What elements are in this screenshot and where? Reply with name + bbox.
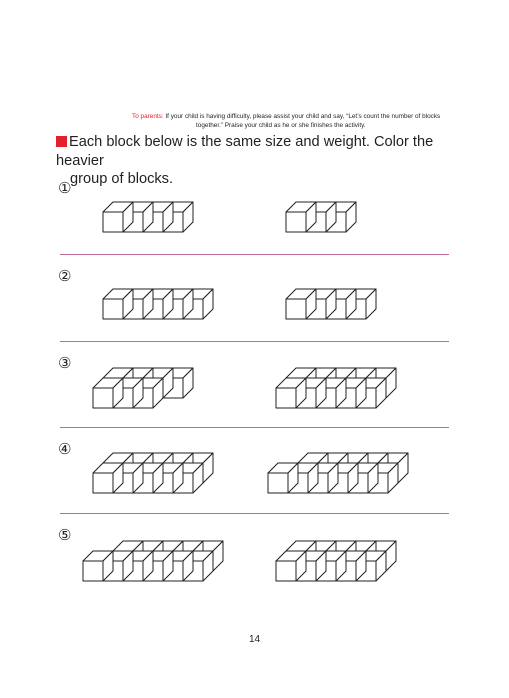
instruction-line2: group of blocks. (70, 171, 174, 187)
block-front-face (268, 473, 288, 493)
block-front-face (276, 388, 296, 408)
problem-number-1: ① (58, 179, 72, 197)
problem-number-5: ⑤ (58, 526, 72, 544)
problem-number-4: ④ (58, 440, 72, 458)
block-front-face (93, 388, 113, 408)
page-number: 14 (248, 634, 261, 645)
block-front-face (83, 561, 103, 581)
parents-note-text-line1: If your child is having difficulty, please assist your child and say, “Let’s count the number of blocks (163, 113, 441, 120)
parents-note-text-line2: together.” Praise your child as he or she finishes the activity. (196, 121, 366, 129)
problem-number-2: ② (58, 267, 72, 285)
block-front-face (103, 299, 123, 319)
parents-note-label: To parents: (132, 113, 164, 120)
problem-number-3: ③ (58, 354, 72, 372)
block-front-face (276, 561, 296, 581)
block-front-face (103, 212, 123, 232)
block-front-face (286, 299, 306, 319)
instruction-line1: Each block below is the same size and weight. Color the heavier (56, 134, 434, 169)
block-front-face (286, 212, 306, 232)
block-front-face (93, 473, 113, 493)
